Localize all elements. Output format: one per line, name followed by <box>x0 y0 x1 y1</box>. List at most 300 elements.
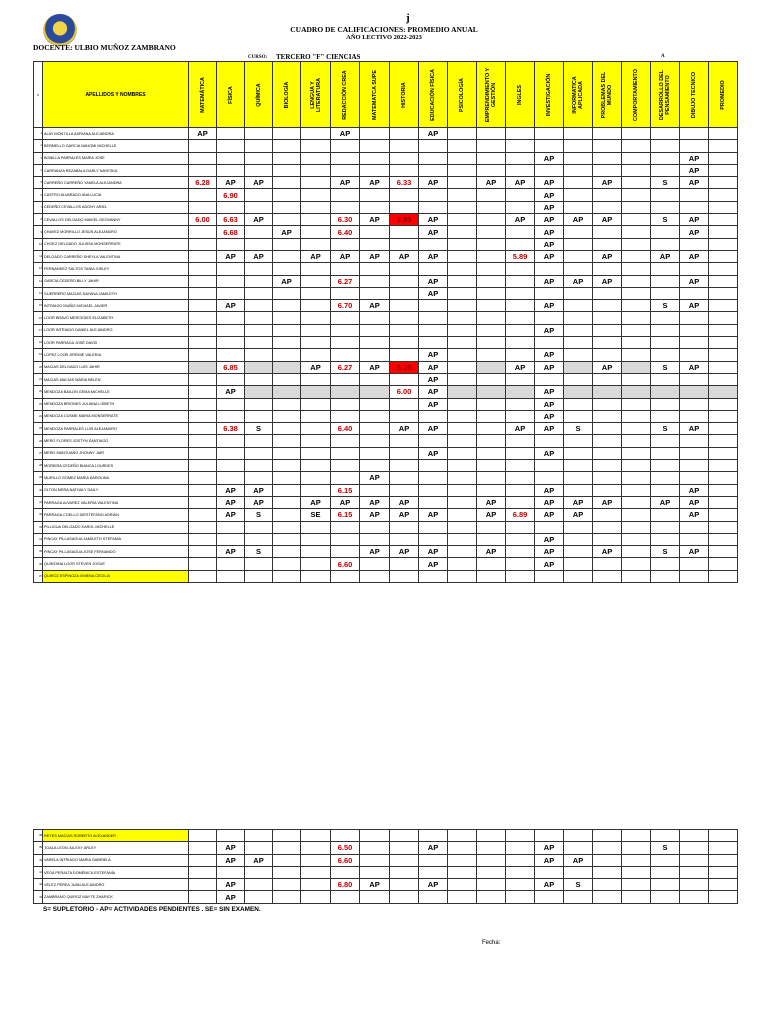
grade-cell <box>245 275 273 287</box>
grade-cell <box>301 337 331 349</box>
grade-cell <box>189 854 217 866</box>
grade-cell <box>245 324 273 336</box>
grade-cell <box>709 214 738 226</box>
grade-cell <box>651 435 680 447</box>
grade-cell <box>360 373 390 385</box>
grade-cell <box>331 398 360 410</box>
grade-cell <box>448 152 477 164</box>
table-row <box>34 472 738 484</box>
grade-cell <box>419 324 448 336</box>
grade-cell <box>189 398 217 410</box>
grade-cell <box>564 546 593 558</box>
grade-cell: AP <box>535 546 564 558</box>
grade-cell <box>448 879 477 891</box>
subject-label: INFORMATICA APLICADA <box>572 75 584 114</box>
grade-cell <box>622 558 651 570</box>
grade-cell <box>622 164 651 176</box>
grade-cell <box>273 349 301 361</box>
grade-cell <box>360 164 390 176</box>
grade-cell <box>477 533 506 545</box>
grade-cell <box>245 410 273 422</box>
grade-cell: AP <box>535 275 564 287</box>
grade-cell <box>535 164 564 176</box>
grade-cell <box>390 226 419 238</box>
grade-cell <box>680 435 709 447</box>
grade-cell <box>593 300 622 312</box>
grade-cell: AP <box>419 373 448 385</box>
grade-cell <box>680 879 709 891</box>
grade-cell <box>189 300 217 312</box>
grade-cell <box>217 312 245 324</box>
student-name: ALAY MONTILLA ADRIANA ALEJANDRA <box>43 128 189 140</box>
grade-cell <box>301 287 331 299</box>
grade-cell: AP <box>680 423 709 435</box>
grade-cell: AP <box>535 509 564 521</box>
grade-cell <box>651 164 680 176</box>
table-row <box>34 533 738 545</box>
grade-cell <box>477 324 506 336</box>
grade-cell <box>622 337 651 349</box>
grade-cell <box>273 866 301 878</box>
grade-cell <box>448 250 477 262</box>
row-number: 32 <box>34 509 43 521</box>
grade-cell: S <box>651 423 680 435</box>
grade-cell <box>564 349 593 361</box>
grade-cell: AP <box>593 496 622 508</box>
grade-cell: AP <box>419 546 448 558</box>
grade-cell <box>593 435 622 447</box>
grade-cell <box>448 447 477 459</box>
grade-cell <box>506 140 535 152</box>
grade-cell: AP <box>245 250 273 262</box>
grade-cell: AP <box>506 361 535 373</box>
grade-cell <box>564 312 593 324</box>
grade-cell <box>189 250 217 262</box>
grade-cell <box>477 830 506 842</box>
grade-cell: 6.50 <box>331 842 360 854</box>
grade-cell <box>448 854 477 866</box>
grade-cell <box>622 496 651 508</box>
grade-cell <box>622 398 651 410</box>
grade-cell <box>506 435 535 447</box>
grade-cell <box>709 533 738 545</box>
grade-cell <box>680 533 709 545</box>
grade-cell <box>564 891 593 903</box>
grade-cell <box>245 879 273 891</box>
table-row <box>34 214 738 226</box>
grade-cell <box>651 337 680 349</box>
grade-cell: AP <box>535 214 564 226</box>
grade-cell: AP <box>535 177 564 189</box>
grade-cell: AP <box>390 250 419 262</box>
grade-cell <box>651 373 680 385</box>
grade-cell <box>301 128 331 140</box>
grade-cell: AP <box>331 250 360 262</box>
header-subject <box>245 62 273 128</box>
grade-cell: AP <box>419 509 448 521</box>
grade-cell: AP <box>535 300 564 312</box>
grade-cell <box>331 337 360 349</box>
grade-cell <box>564 177 593 189</box>
grade-cell <box>217 128 245 140</box>
table-row <box>34 337 738 349</box>
student-name: QUINTANA LOOR STEVEN JOSUE <box>43 558 189 570</box>
student-name: LOOR PARRAGA JOSÉ DAVID <box>43 337 189 349</box>
student-name: REYES MACIAS ROBERTO ALEXANDER <box>43 830 189 842</box>
grade-cell <box>506 460 535 472</box>
grade-cell <box>189 879 217 891</box>
student-name: BONILLA PARRALES MARIA JOSE <box>43 152 189 164</box>
table-row <box>34 373 738 385</box>
grade-cell <box>217 140 245 152</box>
grade-cell <box>622 287 651 299</box>
row-number: 24 <box>34 410 43 422</box>
grade-cell: S <box>245 423 273 435</box>
student-name: FERNANDEZ SALTOS TANIA GISLEY <box>43 263 189 275</box>
grade-cell <box>477 226 506 238</box>
grade-cell <box>477 312 506 324</box>
grade-cell <box>390 324 419 336</box>
grade-cell <box>245 398 273 410</box>
grade-cell <box>360 140 390 152</box>
grade-cell <box>709 484 738 496</box>
subject-label: REDACCIÓN CREA <box>342 69 348 120</box>
grades-legend: S= SUPLETORIO - AP= ACTIVIDADES PENDIENTES . SE= SIN EXAMEN. <box>43 906 261 913</box>
grade-cell: AP <box>535 879 564 891</box>
row-number: 37 <box>34 570 43 582</box>
grade-cell: 6.15 <box>331 509 360 521</box>
grade-cell <box>506 201 535 213</box>
grade-cell <box>189 484 217 496</box>
grade-cell <box>419 830 448 842</box>
header-subject <box>564 62 593 128</box>
grade-cell <box>651 509 680 521</box>
grade-cell: AP <box>535 842 564 854</box>
header-student-name: APELLIDOS Y NOMBRES <box>43 62 189 128</box>
grade-cell: AP <box>506 214 535 226</box>
grade-cell <box>477 447 506 459</box>
table-row <box>34 140 738 152</box>
grade-cell: AP <box>535 484 564 496</box>
grade-cell <box>506 558 535 570</box>
row-number: 16 <box>34 312 43 324</box>
grade-cell <box>680 373 709 385</box>
grade-cell <box>301 533 331 545</box>
table-row <box>34 152 738 164</box>
grade-cell <box>709 300 738 312</box>
grade-cell <box>680 189 709 201</box>
grade-cell <box>622 250 651 262</box>
grade-cell <box>301 201 331 213</box>
grade-cell <box>360 386 390 398</box>
grade-cell <box>593 152 622 164</box>
grade-cell <box>360 891 390 903</box>
grade-cell <box>245 447 273 459</box>
grade-cell <box>189 373 217 385</box>
table-row <box>34 128 738 140</box>
grade-cell: AP <box>535 423 564 435</box>
grade-cell: 5.75 <box>390 361 419 373</box>
grade-cell: 6.60 <box>331 854 360 866</box>
grade-cell <box>622 263 651 275</box>
grade-cell: AP <box>564 496 593 508</box>
header-subject <box>477 62 506 128</box>
subject-label: EMPRENDIMIENTO Y GESTIÓN <box>485 67 497 122</box>
grade-cell <box>564 189 593 201</box>
grade-cell <box>593 879 622 891</box>
grade-cell: AP <box>419 275 448 287</box>
grade-cell <box>622 140 651 152</box>
grade-cell: AP <box>217 496 245 508</box>
header-subject <box>593 62 622 128</box>
grade-cell <box>419 300 448 312</box>
grade-cell <box>651 891 680 903</box>
grade-cell <box>709 177 738 189</box>
grade-cell <box>477 435 506 447</box>
subject-label: HISTORIA <box>401 81 407 108</box>
grade-cell <box>301 460 331 472</box>
row-number: 15 <box>34 300 43 312</box>
grade-cell: AP <box>217 250 245 262</box>
grade-cell <box>477 238 506 250</box>
grade-cell: AP <box>680 275 709 287</box>
grade-cell <box>189 521 217 533</box>
grade-cell <box>448 558 477 570</box>
grade-cell <box>448 201 477 213</box>
grade-cell <box>506 263 535 275</box>
grade-cell <box>448 373 477 385</box>
grade-cell: AP <box>301 250 331 262</box>
row-number: 2 <box>34 140 43 152</box>
row-number: 1 <box>34 128 43 140</box>
grade-cell <box>301 435 331 447</box>
grade-cell: AP <box>593 177 622 189</box>
grade-cell <box>680 891 709 903</box>
grade-cell <box>273 361 301 373</box>
grade-cell <box>189 324 217 336</box>
row-number: 25 <box>34 423 43 435</box>
grade-cell <box>390 140 419 152</box>
grade-cell: AP <box>535 558 564 570</box>
table-row <box>34 164 738 176</box>
student-name: PARRAGA COELLO DIESTEFANO ADRIAN <box>43 509 189 521</box>
header-subject <box>331 62 360 128</box>
table-row <box>34 854 738 866</box>
grade-cell: 6.15 <box>331 484 360 496</box>
grade-cell: AP <box>419 842 448 854</box>
row-number: 13 <box>34 275 43 287</box>
grade-cell: AP <box>535 226 564 238</box>
grade-cell <box>448 128 477 140</box>
subject-label: PROMEDIO <box>720 79 726 110</box>
grade-cell <box>564 152 593 164</box>
grade-cell <box>301 312 331 324</box>
grade-cell <box>564 484 593 496</box>
table-row <box>34 324 738 336</box>
grade-cell <box>622 300 651 312</box>
grade-cell <box>390 830 419 842</box>
grade-cell <box>419 263 448 275</box>
student-name: CARRANZA REZABALA DARLY NAYESKA <box>43 164 189 176</box>
grade-cell: AP <box>593 546 622 558</box>
grade-cell <box>189 830 217 842</box>
grade-cell <box>564 410 593 422</box>
grade-cell <box>245 349 273 361</box>
grade-cell <box>564 201 593 213</box>
grade-cell <box>390 128 419 140</box>
grade-cell <box>245 128 273 140</box>
grade-cell <box>593 866 622 878</box>
grade-cell: AP <box>680 300 709 312</box>
grade-cell: AP <box>680 361 709 373</box>
grade-cell <box>593 460 622 472</box>
grade-cell <box>273 879 301 891</box>
grade-cell <box>506 189 535 201</box>
grade-cell <box>651 189 680 201</box>
grade-cell <box>245 386 273 398</box>
grade-cell <box>189 386 217 398</box>
grade-cell <box>448 214 477 226</box>
row-number: 31 <box>34 496 43 508</box>
row-number: 19 <box>34 349 43 361</box>
grade-cell <box>680 287 709 299</box>
table-row <box>34 226 738 238</box>
grade-cell <box>360 435 390 447</box>
grade-cell <box>245 373 273 385</box>
grade-cell <box>680 128 709 140</box>
grade-cell: AP <box>360 546 390 558</box>
table-row <box>34 830 738 842</box>
grade-cell: AP <box>680 164 709 176</box>
grade-cell <box>622 410 651 422</box>
grade-cell: AP <box>419 214 448 226</box>
grade-cell <box>273 546 301 558</box>
grade-cell <box>506 830 535 842</box>
grade-cell <box>331 312 360 324</box>
student-name: LOOR BRAVO MERCEDES ELIZABETH <box>43 312 189 324</box>
grade-cell <box>331 238 360 250</box>
grade-cell <box>273 558 301 570</box>
row-number: 26 <box>34 435 43 447</box>
header-subject <box>535 62 564 128</box>
table-row <box>34 435 738 447</box>
table-row <box>34 300 738 312</box>
grade-cell <box>217 570 245 582</box>
grade-cell <box>535 521 564 533</box>
grade-cell <box>680 386 709 398</box>
grade-cell <box>273 337 301 349</box>
grade-cell <box>273 128 301 140</box>
grade-cell <box>622 312 651 324</box>
grade-cell <box>477 337 506 349</box>
grade-cell <box>477 250 506 262</box>
student-name: MENDOZA CUSME MARIA MONSERRATE <box>43 410 189 422</box>
grade-cell <box>448 410 477 422</box>
student-name: TOALA LEON JULEXY ARLEY <box>43 842 189 854</box>
grade-cell <box>709 349 738 361</box>
grade-cell <box>360 410 390 422</box>
grade-cell <box>419 164 448 176</box>
grade-cell <box>390 460 419 472</box>
grade-cell <box>273 140 301 152</box>
grade-cell: AP <box>245 854 273 866</box>
grade-cell <box>301 854 331 866</box>
grade-cell <box>680 324 709 336</box>
grade-cell <box>217 164 245 176</box>
grade-cell <box>535 435 564 447</box>
grade-cell <box>301 189 331 201</box>
grade-cell <box>360 533 390 545</box>
grade-cell <box>273 533 301 545</box>
grade-cell: 6.40 <box>331 226 360 238</box>
student-name: MOREIRA CEDEÑO BIANCA LOURDES <box>43 460 189 472</box>
grade-cell <box>622 435 651 447</box>
grade-cell <box>301 373 331 385</box>
grade-cell <box>564 521 593 533</box>
student-name: DELGADO CARREÑO SHEYLA VALENTINA <box>43 250 189 262</box>
grade-cell <box>709 854 738 866</box>
grade-cell <box>477 460 506 472</box>
grade-cell: AP <box>593 250 622 262</box>
grade-cell <box>680 337 709 349</box>
grade-cell <box>217 349 245 361</box>
grade-cell <box>301 830 331 842</box>
grade-cell <box>651 447 680 459</box>
grade-cell <box>622 324 651 336</box>
grade-cell <box>535 140 564 152</box>
row-number: 38 <box>34 830 43 842</box>
grade-cell <box>535 312 564 324</box>
grade-cell: AP <box>217 300 245 312</box>
grade-cell <box>390 891 419 903</box>
grade-cell: AP <box>390 546 419 558</box>
row-number: 4 <box>34 164 43 176</box>
grade-cell <box>301 214 331 226</box>
grade-cell <box>506 324 535 336</box>
header-subject <box>709 62 738 128</box>
grade-cell <box>564 570 593 582</box>
grade-cell <box>331 152 360 164</box>
grade-cell: AP <box>419 349 448 361</box>
grade-cell <box>448 177 477 189</box>
row-number: 34 <box>34 533 43 545</box>
grade-cell <box>651 484 680 496</box>
grade-cell <box>448 349 477 361</box>
grade-cell <box>217 373 245 385</box>
grade-cell: 6.00 <box>390 386 419 398</box>
grade-cell <box>245 287 273 299</box>
grade-cell <box>448 509 477 521</box>
grade-cell <box>245 140 273 152</box>
grade-cell <box>448 472 477 484</box>
grade-cell <box>360 201 390 213</box>
grade-cell: AP <box>535 447 564 459</box>
grade-cell <box>273 214 301 226</box>
student-name: GARCIA CEDEÑO BILLY JAHIR <box>43 275 189 287</box>
header-subject <box>622 62 651 128</box>
grade-cell <box>448 521 477 533</box>
grade-cell: 6.30 <box>331 214 360 226</box>
grade-cell <box>709 410 738 422</box>
grade-cell: AP <box>477 496 506 508</box>
grade-cell <box>651 570 680 582</box>
grade-cell <box>189 472 217 484</box>
grade-cell <box>622 891 651 903</box>
grade-cell <box>564 300 593 312</box>
grade-cell <box>506 238 535 250</box>
table-row <box>34 250 738 262</box>
grade-cell: AP <box>680 177 709 189</box>
